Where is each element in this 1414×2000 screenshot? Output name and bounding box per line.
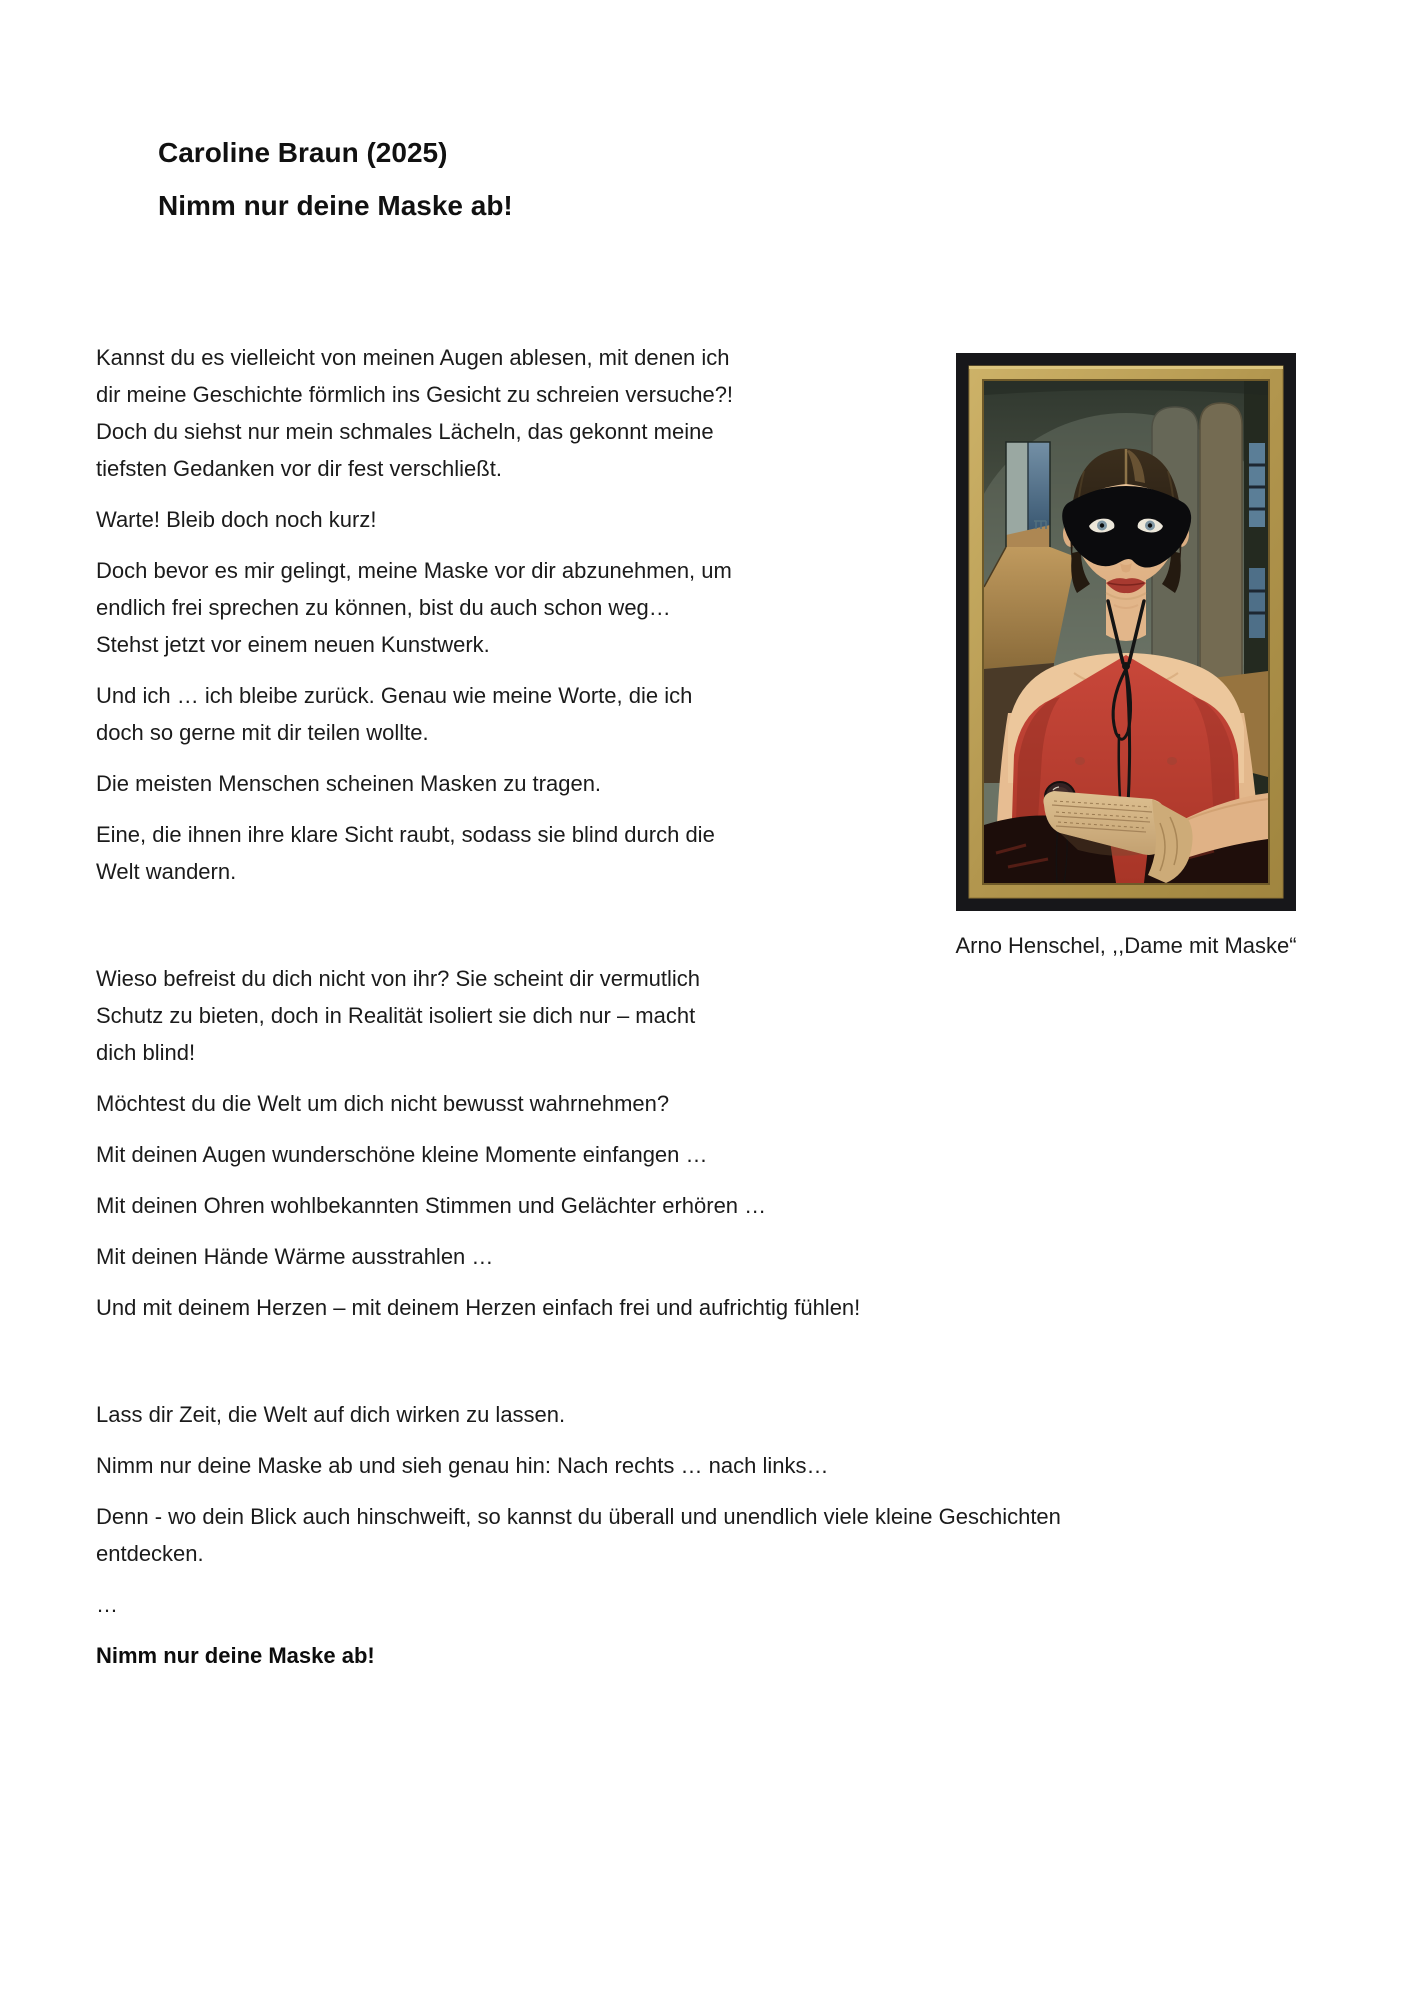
- body-paragraph: Möchtest du die Welt um dich nicht bewusst wahrnehmen?: [96, 1091, 670, 1116]
- figure-caption-row: [956, 933, 1296, 959]
- body-paragraph: Lass dir Zeit, die Welt auf dich wirken zu lassen.: [96, 1402, 566, 1427]
- figure: [956, 353, 1296, 959]
- figure-caption: Arno Henschel, ,,Dame mit Maske“: [955, 933, 1297, 958]
- paragraph-spacer: [96, 1340, 1106, 1396]
- body-text: [96, 339, 1106, 1688]
- body-paragraph: Denn - wo dein Blick auch hinschweift, so kannst du überall und unendlich viele kleine Geschichten entdecken.: [96, 1504, 1061, 1566]
- author-line: Caroline Braun (2025): [158, 137, 448, 168]
- body-paragraph: Mit deinen Augen wunderschöne kleine Momente einfangen …: [96, 1142, 708, 1167]
- body-paragraph: …: [96, 1592, 118, 1617]
- painting-dame-mit-maske: [956, 353, 1296, 911]
- closing-line: Nimm nur deine Maske ab!: [96, 1643, 375, 1668]
- body-paragraph: Mit deinen Ohren wohlbekannten Stimmen und Gelächter erhören …: [96, 1193, 767, 1218]
- body-paragraph: Und mit deinem Herzen – mit deinem Herzen einfach frei und aufrichtig fühlen!: [96, 1295, 861, 1320]
- page-title: Nimm nur deine Maske ab!: [158, 190, 513, 221]
- body-paragraph: Mit deinen Hände Wärme ausstrahlen …: [96, 1244, 494, 1269]
- body-paragraph: Und ich … ich bleibe zurück. Genau wie meine Worte, die ich doch so gerne mit dir teilen wollte.: [96, 683, 693, 745]
- body-paragraph: Kannst du es vielleicht von meinen Augen ablesen, mit denen ich dir meine Geschichte förmlich ins Gesicht zu schreien versuche?! Doch du siehst nur mein schmales Lächeln, das gekonnt meine tiefsten Gedanken vor dir fest verschließt.: [96, 345, 734, 481]
- body-paragraph: Doch bevor es mir gelingt, meine Maske vor dir abzunehmen, um endlich frei sprechen zu können, bist du auch schon weg… Stehst jetzt vor einem neuen Kunstwerk.: [96, 558, 732, 657]
- body-paragraph: Wieso befreist du dich nicht von ihr? Sie scheint dir vermutlich Schutz zu bieten, doch in Realität isoliert sie dich nur – macht dich blind!: [96, 966, 701, 1065]
- body-paragraph: Warte! Bleib doch noch kurz!: [96, 507, 377, 532]
- body-paragraph: Die meisten Menschen scheinen Masken zu tragen.: [96, 771, 602, 796]
- body-paragraph: Eine, die ihnen ihre klare Sicht raubt, sodass sie blind durch die Welt wandern.: [96, 822, 715, 884]
- title-block: [158, 136, 513, 242]
- body-paragraph: Nimm nur deine Maske ab und sieh genau hin: Nach rechts … nach links…: [96, 1453, 829, 1478]
